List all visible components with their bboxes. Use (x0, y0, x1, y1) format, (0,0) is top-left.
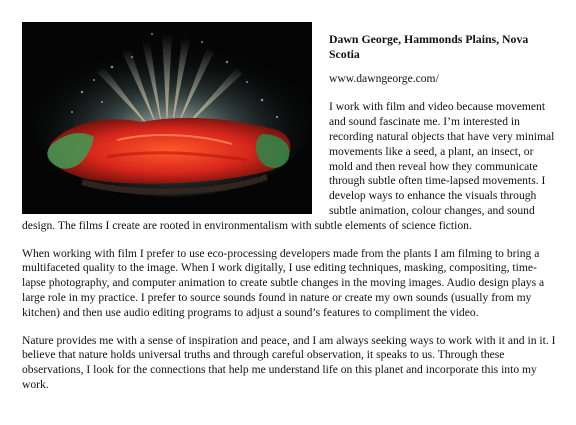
mold-artwork-graphic (22, 22, 312, 214)
artist-bio (22, 22, 556, 393)
artist-name: Dawn George, Hammonds Plains, Nova Scotia (329, 32, 529, 61)
artist-website: www.dawngeorge.com/ (329, 71, 439, 85)
bio-paragraph-2: When working with film I prefer to use eco-processing developers made from the plants I am filming to bring a multifaceted quality to the image. When I work digitally, I use editing techniques, masking, compositing, time-lapse photography, and computer animation to create subtle changes in the moving images. Audio design plays a large role in my practice. I prefer to source sounds found in nature or create my own sounds (usually from my kitchen) and then use audio editing programs to adjust a sound’s features to compliment the video. (22, 246, 545, 319)
artwork-image (22, 22, 312, 214)
bio-paragraph-3: Nature provides me with a sense of inspiration and peace, and I am always seeking ways to work with it and in it. I believe that nature holds universal truths and through careful observation, it speaks to us. Through these observations, I look for the connections that help me understand life on this planet and incorporate this into my work. (22, 333, 556, 391)
bio-paragraph-1: I work with film and video because movement and sound fascinate me. I’m interested in recording natural objects that have very minimal movements like a seed, a plant, an insect, or mold and then reveal how they communicate through subtle often time-lapsed movements. I develop ways to enhance the visuals through subtle animation, colour changes, and sound design. The films I create are rooted in environmentalism with subtle elements of science fiction. (22, 100, 555, 232)
